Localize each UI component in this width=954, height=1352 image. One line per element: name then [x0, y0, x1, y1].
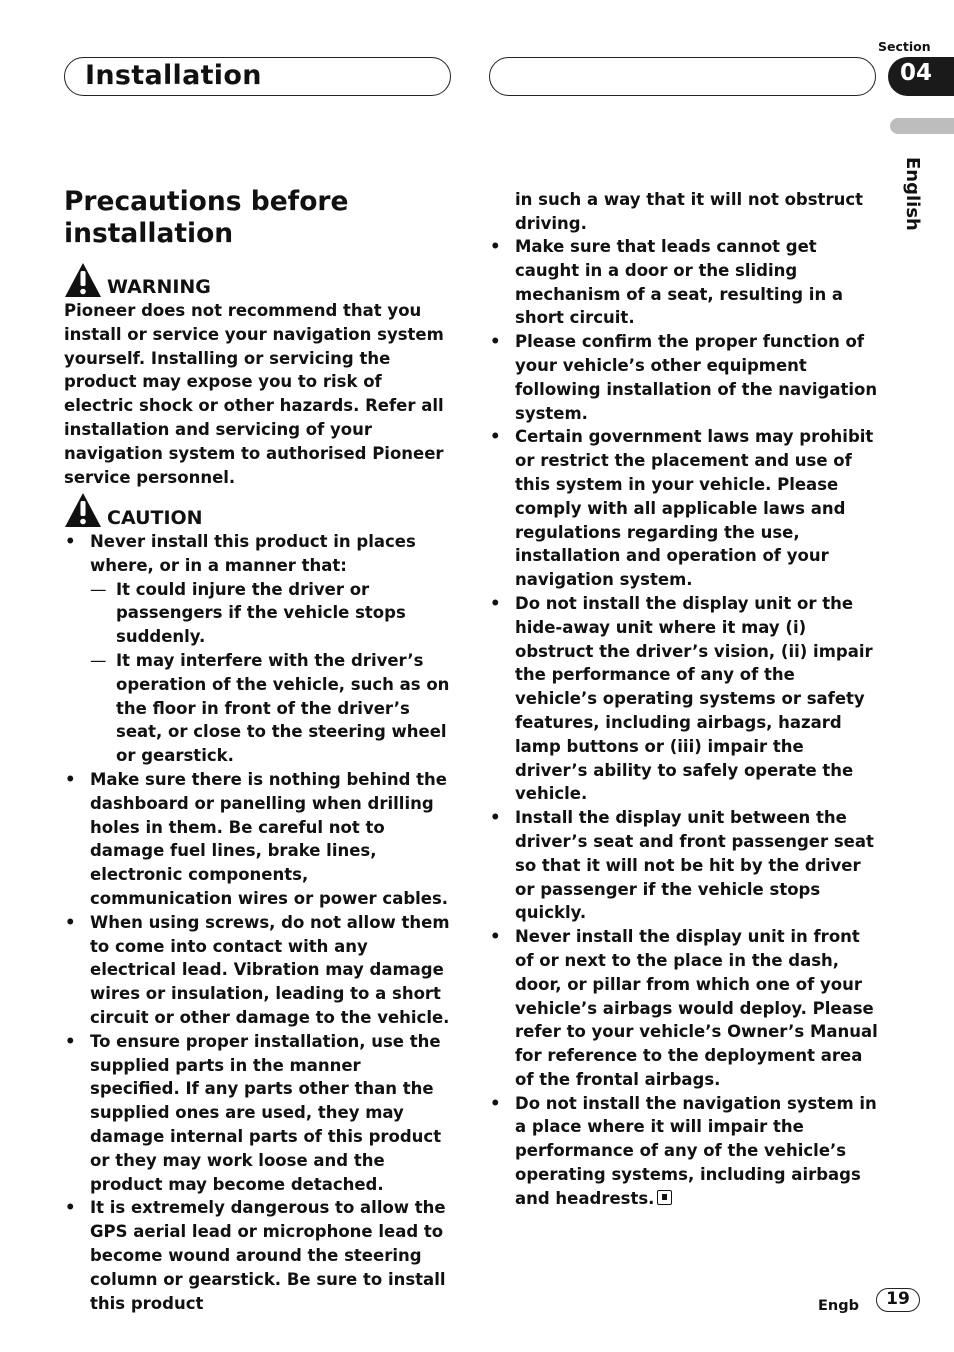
warning-triangle-icon — [64, 492, 102, 528]
list-item — [64, 530, 454, 768]
page-number: 19 — [876, 1288, 920, 1312]
list-item-text: Do not install the navigation system in a place where it will impair the performance of any of the vehicle’s operating systems, including airbags and headrests. — [515, 1093, 877, 1208]
gps-item-rest: aerial lead or microphone lead to become wound around the steering column or gearstick. Be sure to install this product — [90, 1222, 446, 1313]
list-item-text: Never install this product in places where, or in a manner that: — [90, 532, 416, 575]
precautions-list — [489, 235, 879, 1211]
list-item: • Please confirm the proper function of your vehicle’s other equipment following installation of the navigation system. — [489, 330, 879, 425]
list-item: • To ensure proper installation, use the supplied parts in the manner specified. If any parts other than the supplied ones are used, they may damage internal parts of this product or they may work loose and the product may become detached. — [64, 1030, 454, 1197]
language-tab-bar — [890, 118, 954, 134]
list-item: • Make sure there is nothing behind the dashboard or panelling when drilling holes in them. Be careful not to damage fuel lines, brake lines, electronic components, communication wires or power cables. — [64, 768, 454, 911]
footer-label: Engb — [818, 1298, 859, 1314]
end-of-section-icon — [657, 1190, 672, 1205]
page-heading: Precautions before installation — [64, 186, 349, 249]
continued-text: in such a way that it will not obstruct driving. — [515, 190, 863, 233]
list-item: • Never install the display unit in front of or next to the place in the dash, door, or pillar from which one of your vehicle’s airbags would deploy. Please refer to your vehicle’s Owner’s Manual for reference to the deployment area of the frontal airbags. — [489, 925, 879, 1092]
warning-title: WARNING — [107, 276, 211, 298]
caution-heading — [64, 492, 364, 530]
caution-list — [64, 530, 454, 1315]
header-title: Installation — [85, 60, 262, 91]
caution-title: CAUTION — [107, 507, 203, 529]
list-item: • When using screws, do not allow them to come into contact with any electrical lead. Vibration may damage wires or insulation, leading to a short circuit or other damage to the vehicle. — [64, 911, 454, 1030]
gps-term: GPS — [90, 1222, 128, 1242]
header-blank-pill — [489, 57, 876, 96]
gps-item-lead: It is extremely dangerous to allow the — [90, 1198, 446, 1218]
warning-text: Pioneer does not recommend that you install or service your navigation system yourself. Installing or servicing the product may expose you to risk of electric shock or other hazards. Refer all installation and servicing of your navigation system to authorised Pioneer service personnel. — [64, 301, 444, 487]
sub-list-item: — It could injure the driver or passengers if the vehicle stops suddenly. — [90, 578, 454, 649]
list-item: • Make sure that leads cannot get caught in a door or the sliding mechanism of a seat, resulting in a short circuit. — [489, 235, 879, 330]
sub-list-item: — It may interfere with the driver’s operation of the vehicle, such as on the floor in front of the driver’s seat, or close to the steering wheel or gearstick. — [90, 649, 454, 768]
list-item: • Install the display unit between the driver’s seat and front passenger seat so that it will not be hit by the driver or passenger if the vehicle stops quickly. — [489, 806, 879, 925]
section-label: Section — [878, 39, 931, 54]
warning-triangle-icon — [64, 262, 102, 298]
sub-list — [90, 578, 454, 768]
section-number-badge: 04 — [888, 57, 954, 96]
list-item — [64, 1196, 454, 1315]
list-item — [489, 1092, 879, 1211]
language-tab-label: English — [902, 157, 923, 231]
list-item: • Do not install the display unit or the hide-away unit where it may (i) obstruct the driver’s vision, (ii) impair the performance of any of the vehicle’s operating systems or safety features, including airbags, hazard lamp buttons or (iii) impair the driver’s ability to safely operate the vehicle. — [489, 592, 879, 806]
header-title-pill — [64, 57, 451, 96]
warning-heading — [64, 262, 364, 300]
list-item: • Certain government laws may prohibit or restrict the placement and use of this system in your vehicle. Please comply with all applicable laws and regulations regarding the use, installation and operation of your navigation system. — [489, 425, 879, 592]
